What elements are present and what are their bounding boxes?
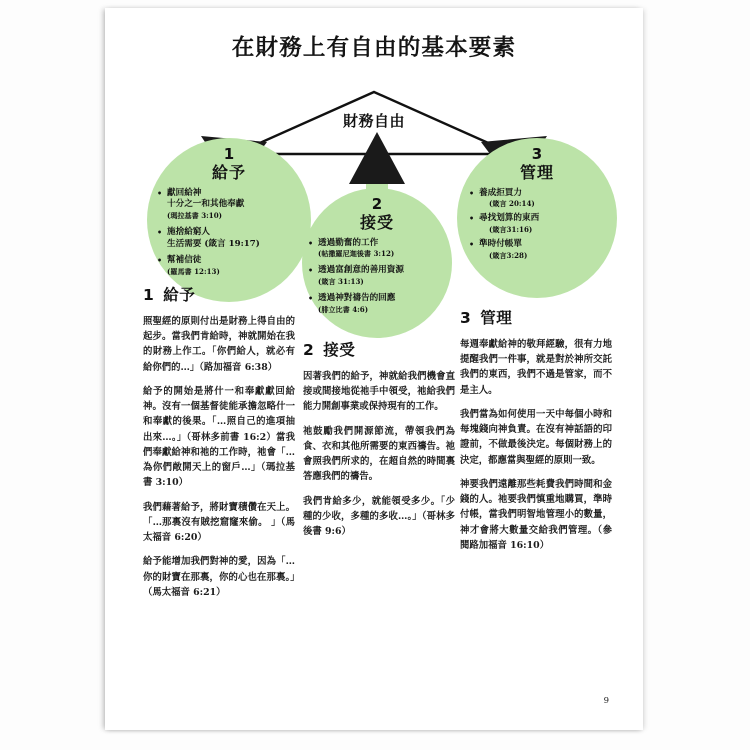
column-3-number: 3 — [460, 309, 472, 327]
paragraph: 祂鼓勵我們開源節流，帶領我們為食、衣和其他所需要的東西禱告。祂會照我們所求的，在超自然的時間裏答應我們的禱告。 — [303, 425, 455, 483]
paragraph: 照聖經的原則付出是財務上得自由的起步。當我們肯給時，神就開始在我的財務上作工。「你們給人，就必有給你們的…」（路加福音 6:38） — [143, 316, 295, 373]
column-3-title: 管理 — [480, 309, 513, 327]
list-item — [469, 187, 607, 210]
body-column-receiving — [303, 338, 455, 548]
circle-1-list — [147, 187, 314, 279]
item-text: 養成拒買力 — [479, 187, 522, 198]
list-item — [469, 238, 607, 261]
column-1-number: 1 — [143, 286, 155, 304]
bullet-icon: • — [308, 292, 314, 303]
bullet-icon: • — [157, 187, 163, 198]
paragraph: 神要我們遠離那些耗費我們時間和金錢的人。祂要我們慎重地購買，準時付帳，當我們明智地管理小的數量，神才會將大數量交給我們管理。（參閱路加福音 16:10） — [460, 478, 612, 551]
item-text: 準時付帳單 — [479, 238, 522, 249]
item-ref: (帖撒羅尼迦後書 3:12) — [318, 249, 395, 259]
item-text: 透過勤奮的工作 — [318, 237, 379, 248]
item-ref: (腓立比書 4:6) — [318, 304, 369, 314]
item-ref: (瑪拉基書 3:10) — [167, 211, 222, 221]
item-text: 透過神對禱告的回應 — [318, 292, 396, 303]
paragraph: 我們當為如何使用一天中每個小時和每塊錢向神負責。在沒有神話語的印證前，不做最後決定。每個財務上的決定，都應當與聖經的原則一致。 — [460, 408, 612, 466]
bullet-icon: • — [469, 187, 475, 198]
paragraph: 我們肯給多少，就能領受多少。「少種的少收，多種的多收…。」（哥林多後書 9:6） — [303, 495, 455, 538]
list-item — [157, 254, 301, 279]
bullet-icon: • — [469, 213, 475, 224]
item-text: 透過富創意的善用資源 — [318, 265, 404, 276]
diagram-circle-managing — [457, 138, 617, 298]
paragraph: 因著我們的給予，神就給我們機會直接或間接地從祂手中領受，祂給我們能力開創事業或保持現有的工作。 — [303, 371, 455, 413]
diagram-circle-giving — [147, 138, 314, 303]
paragraph: 我們藉著給予，將財寶積儹在天上。「…那裏沒有賊挖窟窿來偷。 」（馬太福音 6:20） — [143, 501, 295, 544]
diagram-circle-receiving — [302, 188, 452, 338]
body-column-giving — [143, 283, 295, 609]
item-text: 獻回給神 — [167, 187, 202, 198]
column-1-heading — [143, 283, 295, 305]
circle-2-list — [302, 238, 452, 317]
bullet-icon: • — [308, 237, 314, 248]
list-item — [308, 237, 444, 262]
paragraph: 給予能增加我們對神的愛，因為「…你的財寶在那裏，你的心也在那裏。」（馬太福音 6:21） — [143, 556, 295, 598]
circle-3-number: 3 — [531, 145, 543, 163]
list-item — [157, 227, 301, 251]
circle-3-list — [457, 188, 617, 261]
list-item — [469, 213, 607, 235]
circle-1-title: 給予 — [211, 162, 246, 182]
bullet-icon: • — [157, 254, 163, 265]
circle-1-number: 1 — [223, 145, 235, 163]
paragraph: 每週奉獻給神的敬拜經驗，很有力地提醒我們一件事，就是對於神所交託我們的東西，我們不過是管家，而不是主人。 — [460, 339, 612, 396]
document-page — [105, 8, 643, 730]
item-ref: (箴言 31:13) — [318, 277, 364, 287]
item-ref: (箴言3:28) — [489, 250, 528, 260]
item-ref: (箴言 20:14) — [489, 199, 535, 209]
bullet-icon: • — [469, 238, 475, 249]
roof-label: 財務自由 — [342, 112, 405, 130]
column-2-number: 2 — [303, 341, 315, 359]
item-text: 施捨給窮人 — [167, 227, 210, 238]
column-1-title: 給予 — [163, 286, 196, 304]
circle-3-title: 管理 — [519, 162, 554, 182]
list-item — [157, 187, 301, 224]
item-sub: 十分之一和其他奉獻 — [167, 199, 245, 210]
list-item — [308, 265, 444, 289]
item-ref: (箴言31:16) — [489, 225, 533, 234]
item-text: 尋找划算的東西 — [479, 213, 540, 224]
bullet-icon: • — [308, 265, 314, 276]
body-column-managing — [460, 306, 612, 562]
circle-2-title: 接受 — [359, 212, 394, 232]
item-sub: 生活需要 (箴言 19:17) — [167, 238, 260, 249]
item-ref: (羅馬書 12:13) — [167, 266, 220, 276]
column-2-title: 接受 — [323, 341, 356, 359]
column-3-heading — [460, 306, 612, 328]
item-text: 幫補信徒 — [167, 254, 202, 265]
list-item — [308, 292, 444, 317]
bullet-icon: • — [157, 227, 163, 238]
paragraph: 給予的開始是將什一和奉獻獻回給神。沒有一個基督徒能承擔忽略什一和奉獻的後果。「…照自己的進項抽出來…。」（哥林多前書 16:2）當我們奉獻給神和祂的工作時，祂會「…為你們敞開天上的窗戶…」（瑪拉基書 3:10） — [143, 385, 295, 489]
circle-2-number: 2 — [371, 195, 383, 213]
page-number: 9 — [603, 696, 609, 706]
column-2-heading — [303, 338, 455, 360]
page-title: 在財務上有自由的基本要素 — [231, 35, 517, 61]
